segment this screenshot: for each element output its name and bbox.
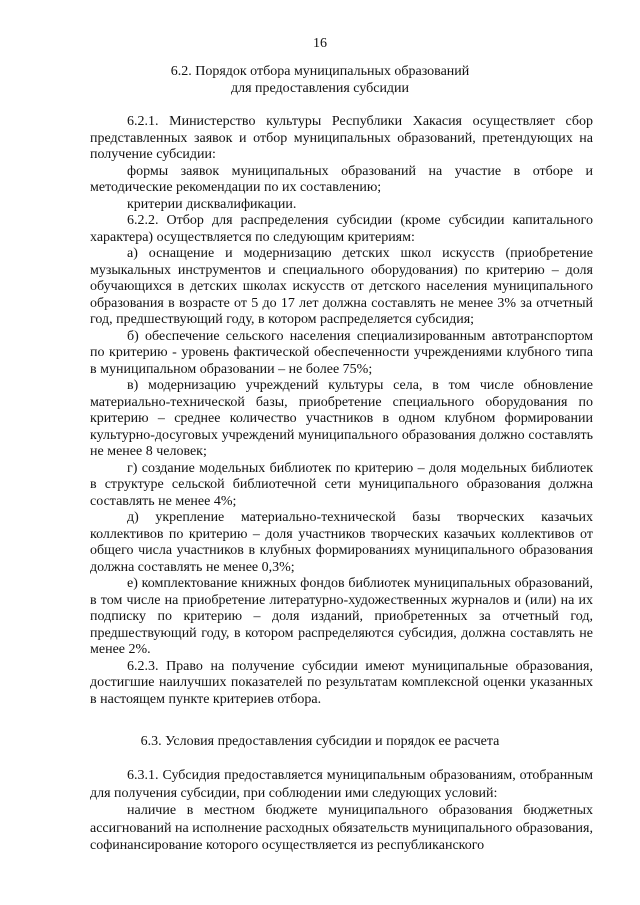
paragraph-item-b: б) обеспечение сельского населения специализированным автотранспортом по критерию - уровень фактической обеспеченности учреждениями клубного типа в муниципальном образовании – не более 75%; xyxy=(90,328,593,377)
section-6-3-heading xyxy=(0,734,640,751)
section-6-3-heading-text: 6.3. Условия предоставления субсидии и порядок ее расчета xyxy=(140,734,500,749)
section-6-2-heading-line1: 6.2. Порядок отбора муниципальных образований xyxy=(170,64,470,79)
page-number: 16 xyxy=(313,36,327,51)
section-6-2-heading-line2: для предоставления субсидии xyxy=(230,80,410,96)
paragraph-6-2-2: 6.2.2. Отбор для распределения субсидии (кроме субсидии капитального характера) осуществляется по следующим критериям: xyxy=(90,213,593,245)
section-6-3-body xyxy=(90,767,593,855)
paragraph-item-a: а) оснащение и модернизацию детских школ искусств (приобретение музыкальных инструментов и специального оборудования) по критерию – доля обучающихся в детских школах искусств от детского населения муниципального образования в возрасте от 5 до 17 лет должна составлять не менее 3% за отчетный год, предшествующий году, в котором распределяется субсидия; xyxy=(90,246,593,327)
paragraph-criteria: критерии дисквалификации. xyxy=(127,196,297,212)
paragraph-forms: формы заявок муниципальных образований на участие в отборе и методические рекомендации по их составлению; xyxy=(90,163,593,195)
paragraph-item-v: в) модернизацию учреждений культуры села, в том числе обновление материально-технической базы, приобретение специального оборудования по критерию – среднее количество участников в одном клубном формировании культурно-досуговых учреждений муниципального образования должно составлять не менее 8 человек; xyxy=(90,378,593,459)
section-6-2-body xyxy=(90,114,593,708)
paragraph-item-e: е) комплектование книжных фондов библиотек муниципальных образований, в том числе на приобретение литературно-художественных журналов и (или) на их подписку по критерию – доля изданий, приобретенных за отчетный год, предшествующий году, в котором распределяются субсидия, должна составлять не менее 2%. xyxy=(90,576,593,657)
paragraph-item-d: д) укрепление материально-технической базы творческих казачьих коллективов по критерию – доля участников творческих казачьих коллективов от общего числа участников в клубных формированиях муниципального образования должна составлять не менее 0,3%; xyxy=(90,510,593,575)
paragraph-6-3-1: 6.3.1. Субсидия предоставляется муниципальным образованиям, отобранным для получения субсидии, при соблюдении ими следующих условий: xyxy=(90,768,593,801)
section-6-2-heading xyxy=(0,64,640,97)
paragraph-6-2-3: 6.2.3. Право на получение субсидии имеют муниципальные образования, достигшие наилучших показателей по результатам комплексной оценки указанных в настоящем пункте критериев отбора. xyxy=(90,658,593,707)
paragraph-budget: наличие в местном бюджете муниципального образования бюджетных ассигнований на исполнение расходных обязательств муниципального образования, софинансирование которого осуществляется из республиканского xyxy=(90,803,593,853)
paragraph-6-2-1: 6.2.1. Министерство культуры Республики Хакасия осуществляет сбор представленных заявок и отбор муниципальных образований, претендующих на получение субсидии: xyxy=(90,114,593,162)
paragraph-item-g: г) создание модельных библиотек по критерию – доля модельных библиотек в структуре сельской библиотечной сети муниципального образования должна составлять не менее 4%; xyxy=(90,460,593,509)
